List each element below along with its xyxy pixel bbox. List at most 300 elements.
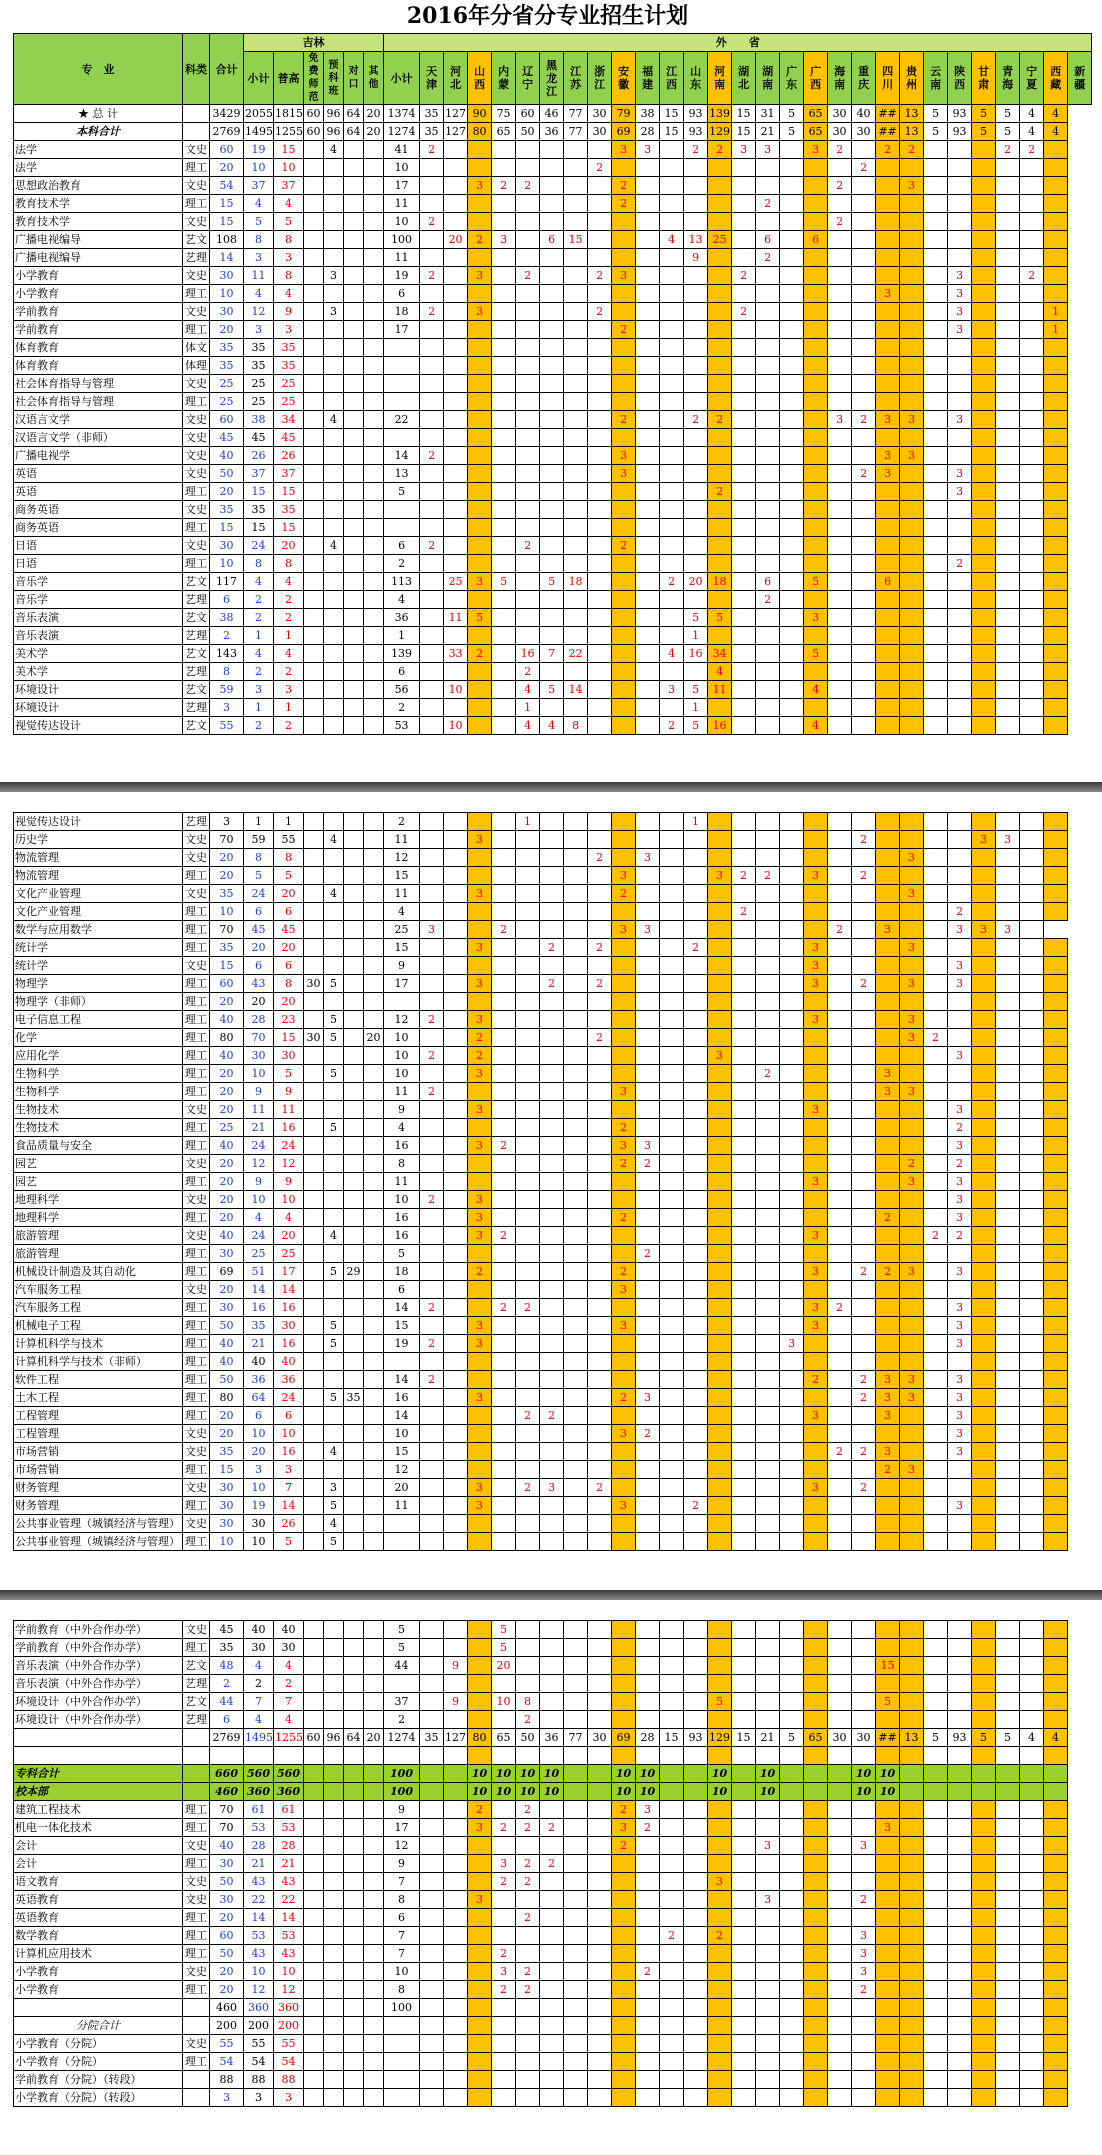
plan-value [660, 393, 684, 411]
plan-value [996, 339, 1020, 357]
plan-value: 3 [900, 1461, 924, 1479]
plan-value [852, 717, 876, 735]
plan-value [780, 1819, 804, 1837]
plan-value [492, 885, 516, 903]
plan-value: 10 [756, 1765, 780, 1783]
plan-value: 3 [492, 1855, 516, 1873]
plan-value: 5 [492, 573, 516, 591]
plan-value [804, 159, 828, 177]
plan-value [564, 1765, 588, 1783]
plan-value: 2 [244, 609, 274, 627]
major-category: 理工 [183, 1137, 210, 1155]
plan-value [756, 2071, 780, 2089]
plan-value [732, 831, 756, 849]
plan-value [1044, 1693, 1068, 1711]
plan-value [948, 1909, 972, 1927]
plan-value [612, 213, 636, 231]
plan-value: 3 [468, 1227, 492, 1245]
table-row [14, 1407, 1092, 1425]
plan-value [996, 645, 1020, 663]
plan-value: 18 [708, 573, 732, 591]
plan-value [564, 357, 588, 375]
plan-value [924, 1675, 948, 1693]
plan-value [972, 1639, 996, 1657]
plan-value [420, 849, 444, 867]
major-name: 公共事业管理（城镇经济与管理） [14, 1515, 183, 1533]
plan-value [444, 1407, 468, 1425]
plan-value [636, 663, 660, 681]
plan-value [852, 813, 876, 831]
plan-value: 4 [384, 1119, 420, 1137]
plan-value: 143 [210, 645, 244, 663]
plan-value [804, 1693, 828, 1711]
plan-value [420, 1407, 444, 1425]
plan-value [344, 1011, 364, 1029]
plan-value [364, 1137, 384, 1155]
plan-value [304, 483, 324, 501]
plan-value [996, 1657, 1020, 1675]
plan-value [564, 699, 588, 717]
plan-value [492, 1353, 516, 1371]
plan-value [972, 663, 996, 681]
plan-value [708, 1281, 732, 1299]
plan-value [852, 1029, 876, 1047]
plan-value [996, 1011, 1020, 1029]
plan-value: 9 [244, 1083, 274, 1101]
table-row [14, 1173, 1092, 1191]
plan-value [660, 627, 684, 645]
plan-value [756, 957, 780, 975]
plan-value: 5 [492, 1621, 516, 1639]
plan-value [780, 1389, 804, 1407]
plan-value [804, 393, 828, 411]
plan-value: 45 [274, 921, 304, 939]
plan-value [304, 177, 324, 195]
plan-value [900, 465, 924, 483]
major-category: 文史 [183, 177, 210, 195]
plan-value [324, 2071, 344, 2089]
plan-value [540, 1639, 564, 1657]
plan-value [540, 1263, 564, 1281]
plan-value [996, 681, 1020, 699]
plan-value [304, 1783, 324, 1801]
plan-value: 20 [210, 159, 244, 177]
plan-value: 11 [274, 1101, 304, 1119]
plan-value: 2 [420, 1191, 444, 1209]
plan-value [780, 921, 804, 939]
plan-value [364, 501, 384, 519]
plan-value: 3 [324, 303, 344, 321]
plan-value: 80 [468, 1729, 492, 1747]
plan-value [828, 555, 852, 573]
plan-value [780, 1639, 804, 1657]
plan-value [684, 1101, 708, 1119]
plan-value: 30 [210, 1855, 244, 1873]
plan-value: 40 [210, 1047, 244, 1065]
plan-value [828, 903, 852, 921]
plan-value: 54 [274, 2053, 304, 2071]
plan-value [364, 717, 384, 735]
plan-value [344, 993, 364, 1011]
plan-value [1044, 1963, 1068, 1981]
plan-value [444, 2071, 468, 2089]
plan-value [1044, 375, 1068, 393]
plan-value [564, 1443, 588, 1461]
plan-value [612, 2035, 636, 2053]
plan-value [684, 1999, 708, 2017]
plan-value: 14 [274, 1281, 304, 1299]
plan-value [756, 1747, 780, 1765]
plan-value [852, 1245, 876, 1263]
plan-value: 59 [244, 831, 274, 849]
plan-value [1020, 717, 1044, 735]
plan-value [996, 867, 1020, 885]
plan-value [468, 465, 492, 483]
plan-value: 2 [516, 1855, 540, 1873]
plan-value [516, 249, 540, 267]
plan-value [468, 1443, 492, 1461]
plan-value [444, 1353, 468, 1371]
plan-value: 2 [516, 537, 540, 555]
plan-value [924, 1047, 948, 1065]
plan-value [516, 1497, 540, 1515]
plan-value: 40 [274, 1621, 304, 1639]
plan-value [468, 1119, 492, 1137]
plan-value [344, 465, 364, 483]
plan-value [684, 1533, 708, 1551]
plan-value [324, 375, 344, 393]
plan-value [900, 867, 924, 885]
plan-value [924, 519, 948, 537]
plan-value [924, 1173, 948, 1191]
plan-value: 3 [900, 939, 924, 957]
plan-value [948, 609, 972, 627]
plan-value [384, 2071, 420, 2089]
plan-value [684, 447, 708, 465]
plan-value [660, 141, 684, 159]
plan-value: 2 [756, 591, 780, 609]
plan-value [756, 921, 780, 939]
plan-value [708, 1497, 732, 1515]
plan-value [468, 429, 492, 447]
table-row [14, 1783, 1092, 1801]
plan-value [492, 1245, 516, 1263]
plan-value [660, 1101, 684, 1119]
plan-value [636, 867, 660, 885]
plan-value [780, 465, 804, 483]
plan-value [996, 2053, 1020, 2071]
plan-value: 40 [244, 1353, 274, 1371]
plan-value: 10 [468, 1765, 492, 1783]
plan-value [876, 1173, 900, 1191]
header-jilin: 吉林 [244, 34, 384, 52]
plan-value [684, 1173, 708, 1191]
plan-value [972, 627, 996, 645]
plan-value [708, 1101, 732, 1119]
plan-value [564, 1209, 588, 1227]
plan-value [972, 939, 996, 957]
plan-value [828, 1891, 852, 1909]
plan-value [540, 1191, 564, 1209]
plan-value: 1815 [274, 105, 304, 123]
plan-value [364, 177, 384, 195]
plan-value [924, 1371, 948, 1389]
plan-value [804, 885, 828, 903]
plan-value [972, 1227, 996, 1245]
plan-value [924, 1981, 948, 1999]
plan-value [636, 1639, 660, 1657]
plan-value [636, 645, 660, 663]
plan-value: 3 [612, 1425, 636, 1443]
plan-value: 3 [804, 975, 828, 993]
plan-value: 3 [948, 267, 972, 285]
plan-value: 5 [540, 681, 564, 699]
plan-value [516, 1245, 540, 1263]
plan-value [708, 1657, 732, 1675]
plan-value: 50 [210, 465, 244, 483]
plan-value [516, 1639, 540, 1657]
plan-value [304, 213, 324, 231]
plan-value [492, 681, 516, 699]
plan-value [684, 321, 708, 339]
plan-value [756, 213, 780, 231]
plan-value: 53 [244, 1927, 274, 1945]
plan-value: 35 [244, 339, 274, 357]
plan-value: 60 [210, 975, 244, 993]
plan-value: 36 [244, 1371, 274, 1389]
table-row [14, 1119, 1092, 1137]
plan-value: 3 [804, 1317, 828, 1335]
plan-value: 5 [924, 105, 948, 123]
plan-value [588, 213, 612, 231]
plan-value: 16 [274, 1119, 304, 1137]
plan-value [344, 2035, 364, 2053]
plan-value [924, 645, 948, 663]
plan-value [492, 303, 516, 321]
plan-value [588, 1639, 612, 1657]
plan-value [612, 1873, 636, 1891]
plan-value [900, 429, 924, 447]
plan-value [828, 1371, 852, 1389]
plan-value [564, 2035, 588, 2053]
plan-value: 53 [244, 1819, 274, 1837]
plan-value [660, 285, 684, 303]
plan-value [948, 1479, 972, 1497]
plan-value [996, 177, 1020, 195]
plan-value [564, 1621, 588, 1639]
plan-value [444, 1981, 468, 1999]
plan-value [732, 1065, 756, 1083]
plan-value: 2 [420, 1299, 444, 1317]
plan-value [364, 1281, 384, 1299]
major-name: 学前教育（分院）（转段） [14, 2071, 183, 2089]
major-name: 日语 [14, 537, 183, 555]
header-duikou: 对口 [344, 52, 364, 105]
plan-value [420, 1801, 444, 1819]
plan-value [304, 1909, 324, 1927]
plan-value [660, 1155, 684, 1173]
plan-value: 2 [612, 1263, 636, 1281]
plan-value: 460 [210, 1783, 244, 1801]
plan-value [732, 591, 756, 609]
plan-value [420, 411, 444, 429]
plan-value [1044, 681, 1068, 699]
plan-value [876, 2017, 900, 2035]
plan-value [828, 1747, 852, 1765]
plan-value [516, 1281, 540, 1299]
major-name: 化学 [14, 1029, 183, 1047]
plan-value [996, 1191, 1020, 1209]
plan-value [420, 885, 444, 903]
plan-value [876, 717, 900, 735]
plan-value: 93 [684, 1729, 708, 1747]
plan-value: 22 [244, 1891, 274, 1909]
plan-value [444, 1443, 468, 1461]
major-category: 理工 [183, 1011, 210, 1029]
plan-value [612, 903, 636, 921]
plan-value [876, 1747, 900, 1765]
table-row [14, 1855, 1092, 1873]
plan-value: 2 [852, 1443, 876, 1461]
plan-value [420, 2017, 444, 2035]
plan-value [876, 645, 900, 663]
plan-value [636, 717, 660, 735]
plan-value [924, 393, 948, 411]
plan-value [732, 813, 756, 831]
plan-value [516, 411, 540, 429]
table-row [14, 1639, 1092, 1657]
plan-value [564, 1245, 588, 1263]
plan-value [852, 1425, 876, 1443]
plan-value [344, 1299, 364, 1317]
plan-value: 59 [210, 681, 244, 699]
plan-value [780, 519, 804, 537]
plan-value [364, 141, 384, 159]
plan-value [996, 1335, 1020, 1353]
plan-value: 3 [468, 885, 492, 903]
table-row [14, 1981, 1092, 1999]
plan-value: 4 [244, 645, 274, 663]
plan-value [1020, 1047, 1044, 1065]
plan-value [1020, 921, 1044, 939]
plan-value [996, 1801, 1020, 1819]
plan-value [852, 375, 876, 393]
plan-value [996, 1317, 1020, 1335]
plan-value: 26 [244, 447, 274, 465]
plan-value [756, 375, 780, 393]
plan-value [344, 1711, 364, 1729]
plan-value [588, 1335, 612, 1353]
plan-value [708, 1621, 732, 1639]
plan-value [564, 1029, 588, 1047]
plan-value [420, 1353, 444, 1371]
plan-value [804, 1891, 828, 1909]
plan-value [304, 681, 324, 699]
plan-value [780, 813, 804, 831]
plan-value [660, 1389, 684, 1407]
plan-value [468, 1425, 492, 1443]
plan-value [948, 1353, 972, 1371]
plan-value [492, 1479, 516, 1497]
plan-value: 2 [420, 141, 444, 159]
page-title: 2016年分省分专业招生计划 [406, 3, 689, 29]
plan-value: 2 [540, 939, 564, 957]
plan-value [324, 339, 344, 357]
plan-value [564, 375, 588, 393]
plan-value [304, 813, 324, 831]
plan-value [972, 2071, 996, 2089]
plan-value: 10 [612, 1765, 636, 1783]
plan-value [492, 447, 516, 465]
plan-value: 30 [304, 1029, 324, 1047]
plan-value [1020, 1873, 1044, 1891]
plan-value [564, 447, 588, 465]
plan-value [324, 1855, 344, 1873]
major-category: 文史 [183, 213, 210, 231]
plan-value [900, 1407, 924, 1425]
plan-value: 3 [612, 267, 636, 285]
plan-value [492, 957, 516, 975]
plan-value [708, 1945, 732, 1963]
plan-value [708, 1747, 732, 1765]
plan-value: 3 [900, 1083, 924, 1101]
plan-value [492, 1191, 516, 1209]
plan-value: 100 [384, 1765, 420, 1783]
plan-value [324, 993, 344, 1011]
plan-value [492, 285, 516, 303]
plan-value: 20 [210, 1173, 244, 1191]
plan-value: 2 [948, 1119, 972, 1137]
plan-value: 2 [516, 1479, 540, 1497]
plan-value [1044, 1999, 1068, 2017]
plan-value: 3 [876, 285, 900, 303]
plan-value [304, 1533, 324, 1551]
plan-value [564, 519, 588, 537]
plan-value: 3 [468, 1819, 492, 1837]
plan-value [636, 681, 660, 699]
plan-value [468, 849, 492, 867]
plan-value [304, 939, 324, 957]
major-name: 美术学 [14, 645, 183, 663]
plan-value: 11 [384, 195, 420, 213]
plan-value [660, 1335, 684, 1353]
plan-value [516, 1083, 540, 1101]
plan-value [364, 1011, 384, 1029]
plan-value [588, 1443, 612, 1461]
plan-value [636, 1029, 660, 1047]
plan-value [1044, 1855, 1068, 1873]
plan-value [828, 447, 852, 465]
plan-value [364, 519, 384, 537]
plan-value [852, 1515, 876, 1533]
major-category: 文史 [183, 1479, 210, 1497]
plan-value [948, 1801, 972, 1819]
header-wai-subtotal: 小计 [384, 52, 420, 105]
plan-value [344, 195, 364, 213]
plan-value [516, 1101, 540, 1119]
plan-value [708, 519, 732, 537]
plan-value [444, 1999, 468, 2017]
plan-value [732, 1299, 756, 1317]
plan-value [344, 1317, 364, 1335]
plan-value [708, 1819, 732, 1837]
plan-value [564, 1783, 588, 1801]
plan-value [516, 1443, 540, 1461]
plan-value [420, 993, 444, 1011]
plan-value [876, 159, 900, 177]
plan-value [492, 591, 516, 609]
plan-value [852, 849, 876, 867]
